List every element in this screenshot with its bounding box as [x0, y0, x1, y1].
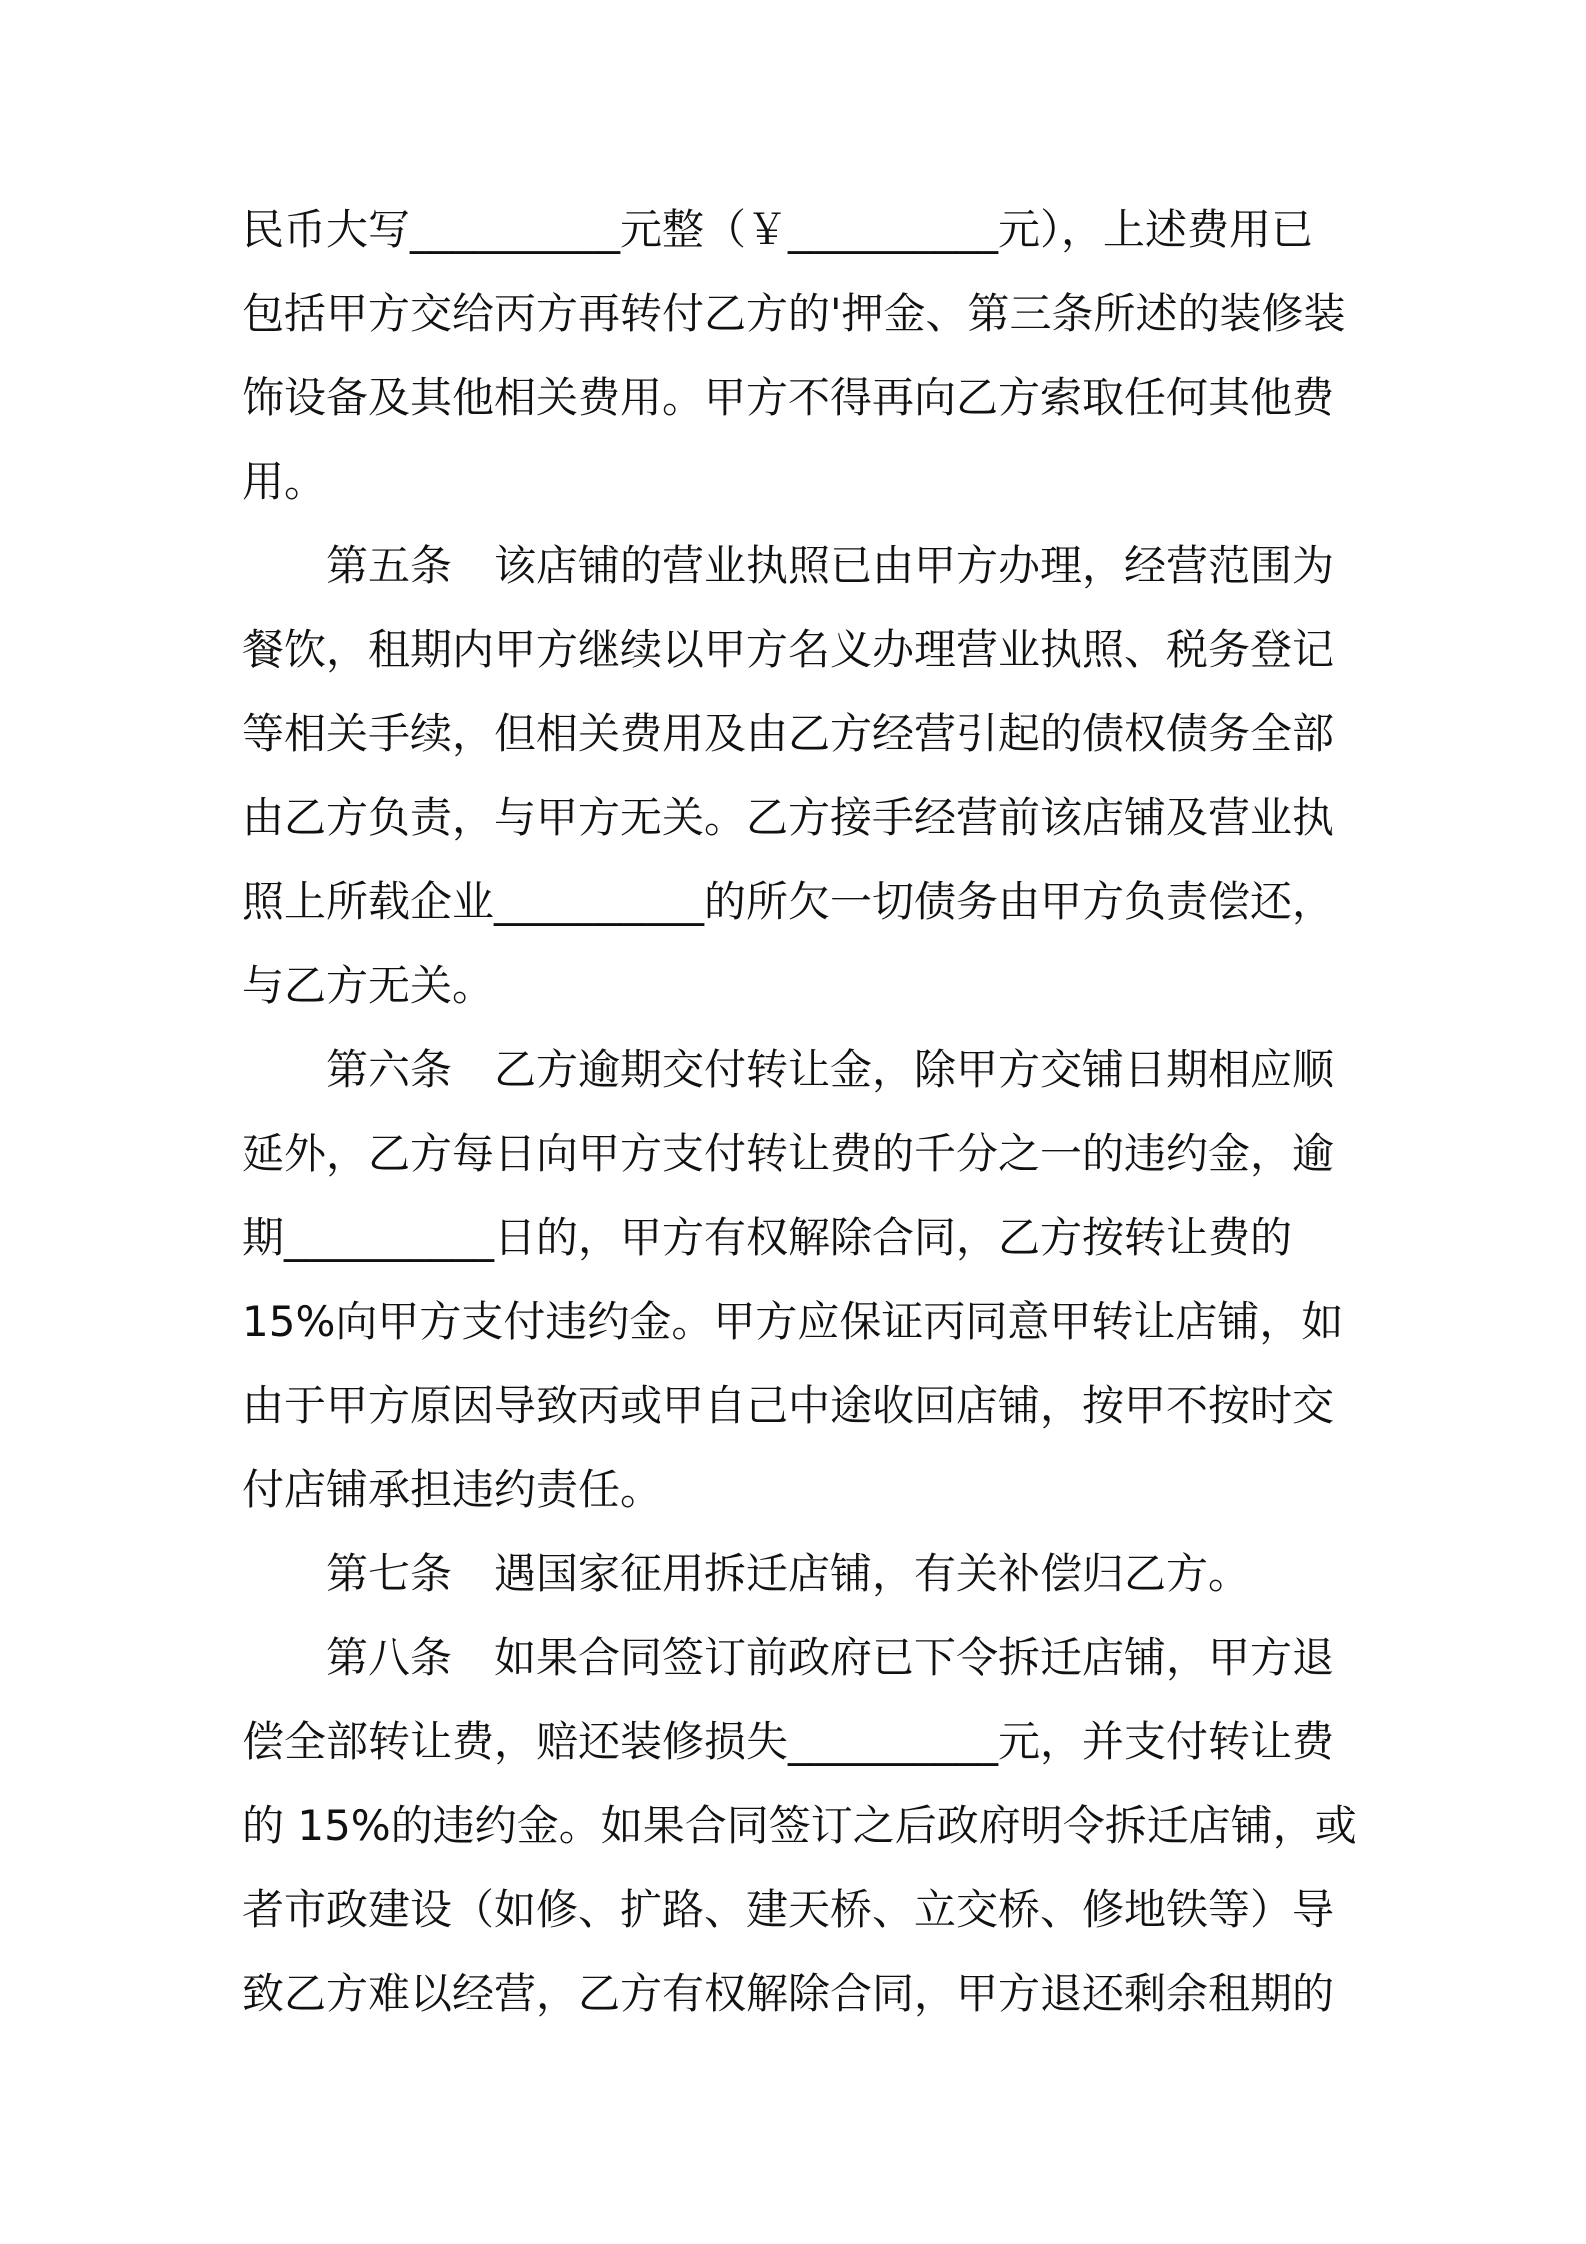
- article-5-line: [242, 524, 1352, 608]
- article-number: 第六条: [326, 1045, 453, 1094]
- text-line: 付店铺承担违约责任。: [242, 1465, 663, 1514]
- text-line: 的 15%的违约金。如果合同签订之后政府明令拆迁店铺，或: [242, 1801, 1357, 1850]
- text-line: 等相关手续，但相关费用及由乙方经营引起的债权债务全部: [242, 709, 1335, 758]
- article-text: 该店铺的营业执照已由甲方办理，经营范围为: [494, 541, 1335, 590]
- article-text: 如果合同签订前政府已下令拆迁店铺，甲方退: [494, 1633, 1335, 1682]
- article-6-line: [242, 1028, 1352, 1112]
- text-line: 与乙方无关。: [242, 961, 495, 1010]
- text-line: 民币大写__________元整（￥__________元），上述费用已: [242, 205, 1314, 254]
- text-line: 偿全部转让费，赔还装修损失__________元，并支付转让费: [242, 1717, 1335, 1766]
- article-7-line: [242, 1532, 1352, 1616]
- article-number: 第七条: [326, 1549, 453, 1598]
- text-line: 饰设备及其他相关费用。甲方不得再向乙方索取任何其他费: [242, 373, 1335, 422]
- text-line: 由于甲方原因导致丙或甲自己中途收回店铺，按甲不按时交: [242, 1381, 1335, 1430]
- text-line: 期__________日的，甲方有权解除合同，乙方按转让费的: [242, 1213, 1293, 1262]
- text-line: 者市政建设（如修、扩路、建天桥、立交桥、修地铁等）导: [242, 1885, 1335, 1934]
- text-line: 照上所载企业__________的所欠一切债务由甲方负责偿还，: [242, 877, 1335, 926]
- text-line: 由乙方负责，与甲方无关。乙方接手经营前该店铺及营业执: [242, 793, 1335, 842]
- text-line: 餐饮，租期内甲方继续以甲方名义办理营业执照、税务登记: [242, 625, 1335, 674]
- contract-text: [242, 188, 1357, 2036]
- text-line: 包括甲方交给丙方再转付乙方的'押金、第三条所述的装修装: [242, 289, 1346, 338]
- text-line: 15%向甲方支付违约金。甲方应保证丙同意甲转让店铺，如: [242, 1297, 1344, 1346]
- text-line: 延外，乙方每日向甲方支付转让费的千分之一的违约金，逾: [242, 1129, 1335, 1178]
- article-number: 第五条: [326, 541, 453, 590]
- text-line: 致乙方难以经营，乙方有权解除合同，甲方退还剩余租期的: [242, 1969, 1335, 2018]
- text-line: 用。: [242, 457, 327, 506]
- article-8-line: [242, 1616, 1352, 1700]
- article-number: 第八条: [326, 1633, 453, 1682]
- article-text: 遇国家征用拆迁店铺，有关补偿归乙方。: [494, 1549, 1251, 1598]
- article-text: 乙方逾期交付转让金，除甲方交铺日期相应顺: [494, 1045, 1335, 1094]
